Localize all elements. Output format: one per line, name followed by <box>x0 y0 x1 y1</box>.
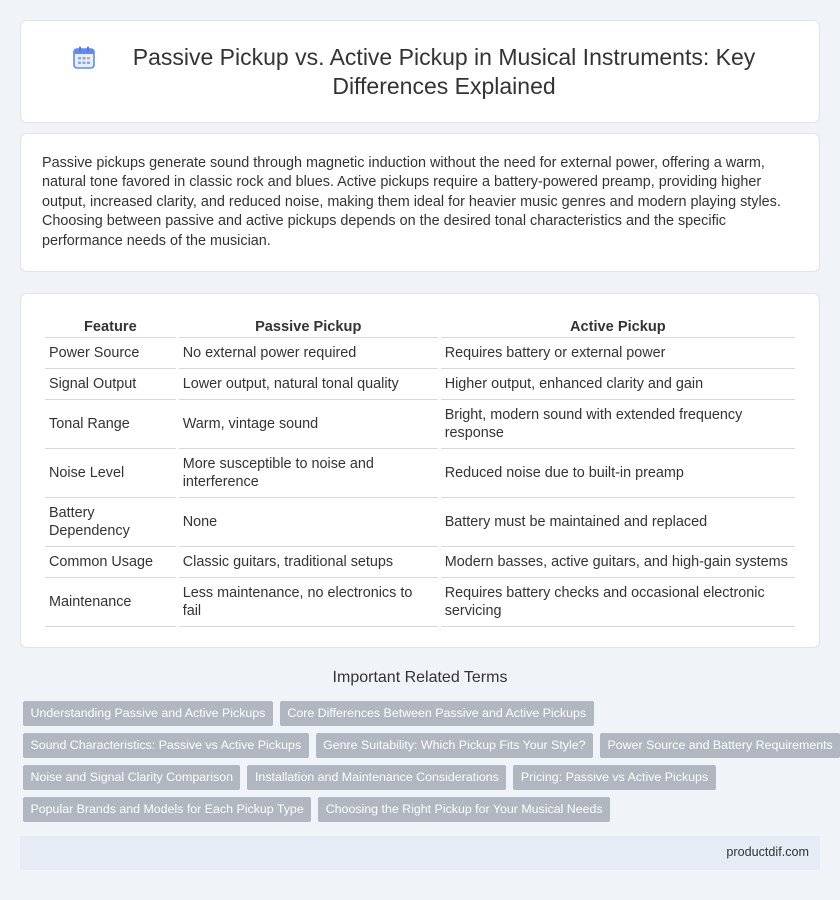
related-term-tag[interactable]: Pricing: Passive vs Active Pickups <box>513 765 715 790</box>
table-header-row <box>45 316 795 338</box>
table-cell-active: Reduced noise due to built-in preamp <box>441 449 795 498</box>
table-row <box>45 400 795 449</box>
table-cell-passive: Classic guitars, traditional setups <box>179 547 438 578</box>
tag-row <box>23 701 823 733</box>
table-row <box>45 578 795 627</box>
table-cell-passive: Less maintenance, no electronics to fail <box>179 578 438 627</box>
tag-row <box>23 765 823 797</box>
table-cell-active: Requires battery checks and occasional electronic servicing <box>441 578 795 627</box>
related-term-tag[interactable]: Core Differences Between Passive and Active Pickups <box>280 701 594 726</box>
related-term-tag[interactable]: Sound Characteristics: Passive vs Active Pickups <box>23 733 309 758</box>
table-row <box>45 338 795 369</box>
page-title: Passive Pickup vs. Active Pickup in Musical Instruments: Key Differences Explained <box>132 43 756 99</box>
related-term-tag[interactable]: Genre Suitability: Which Pickup Fits Your Style? <box>316 733 593 758</box>
table-cell-feature: Maintenance <box>45 578 176 627</box>
table-cell-feature: Battery Dependency <box>45 498 176 547</box>
table-cell-feature: Power Source <box>45 338 176 369</box>
tag-row <box>23 733 833 765</box>
header-card <box>20 20 820 123</box>
table-row <box>45 369 795 400</box>
calendar-icon <box>71 45 97 71</box>
table-cell-active: Bright, modern sound with extended frequency response <box>441 400 795 449</box>
related-term-tag[interactable]: Popular Brands and Models for Each Pickup Type <box>23 797 311 822</box>
header-inner <box>21 21 819 122</box>
table-cell-active: Battery must be maintained and replaced <box>441 498 795 547</box>
column-header-active: Active Pickup <box>441 316 795 338</box>
related-term-tag[interactable]: Power Source and Battery Requirements <box>600 733 840 758</box>
related-term-tag[interactable]: Noise and Signal Clarity Comparison <box>23 765 240 790</box>
related-term-tag[interactable]: Installation and Maintenance Considerations <box>247 765 506 790</box>
table-cell-passive: No external power required <box>179 338 438 369</box>
table-row <box>45 498 795 547</box>
table-cell-passive: None <box>179 498 438 547</box>
table-cell-feature: Tonal Range <box>45 400 176 449</box>
comparison-table-card <box>20 293 820 648</box>
footer <box>20 836 820 870</box>
table-cell-active: Higher output, enhanced clarity and gain <box>441 369 795 400</box>
related-terms-tags <box>23 701 833 829</box>
tag-row <box>23 797 823 829</box>
related-terms-heading: Important Related Terms <box>332 669 508 686</box>
table-cell-feature: Noise Level <box>45 449 176 498</box>
table-cell-passive: More susceptible to noise and interference <box>179 449 438 498</box>
table-cell-active: Requires battery or external power <box>441 338 795 369</box>
summary-text: Passive pickups generate sound through magnetic induction without the need for external power, offering a warm, natural tone favored in classic rock and blues. Active pickups require a battery-powered preamp, providing higher output, increased clarity, and reduced noise, making them ideal for heavier music genres and modern playing styles. Choosing between passive and active pickups depends on the desired tonal characteristics and the specific performance needs of the musician. <box>42 155 781 249</box>
table-cell-active: Modern basses, active guitars, and high-gain systems <box>441 547 795 578</box>
table-row <box>45 449 795 498</box>
table-cell-passive: Lower output, natural tonal quality <box>179 369 438 400</box>
table-cell-passive: Warm, vintage sound <box>179 400 438 449</box>
table-cell-feature: Common Usage <box>45 547 176 578</box>
comparison-table <box>42 316 798 627</box>
column-header-feature: Feature <box>45 316 176 338</box>
table-row <box>45 547 795 578</box>
summary-card <box>20 133 820 272</box>
related-term-tag[interactable]: Understanding Passive and Active Pickups <box>23 701 273 726</box>
table-cell-feature: Signal Output <box>45 369 176 400</box>
related-term-tag[interactable]: Choosing the Right Pickup for Your Musical Needs <box>318 797 610 822</box>
footer-site-link[interactable]: productdif.com <box>726 845 809 859</box>
column-header-passive: Passive Pickup <box>179 316 438 338</box>
